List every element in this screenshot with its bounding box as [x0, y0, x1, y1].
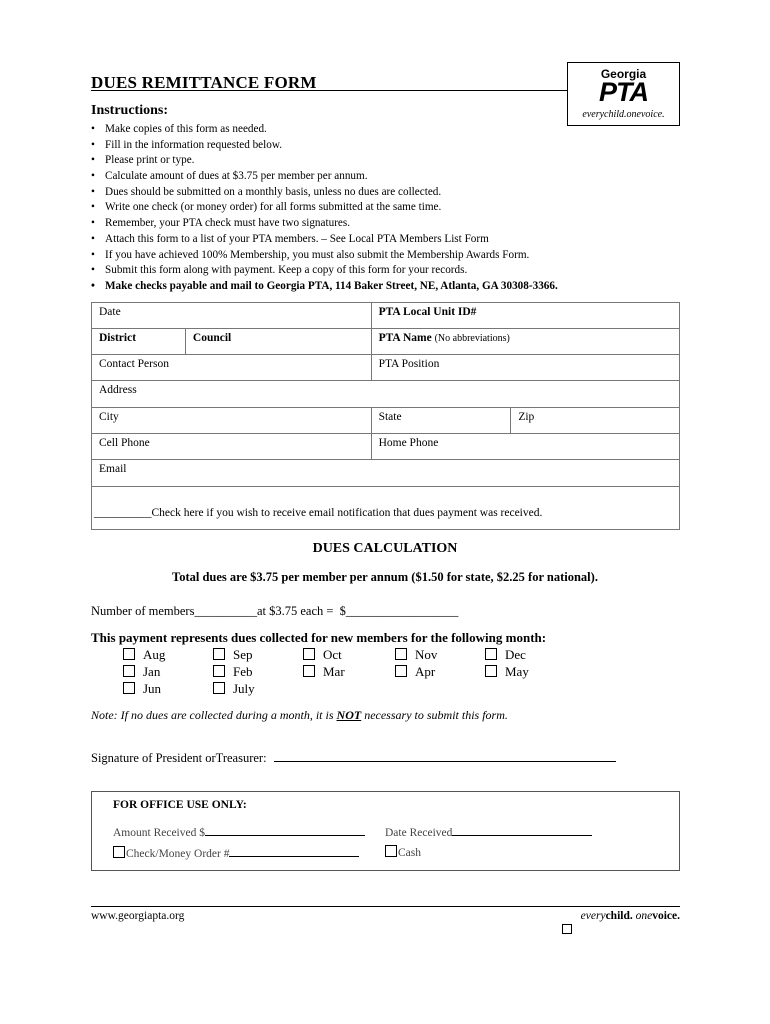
no-dues-note [91, 708, 508, 723]
month-option-dec[interactable] [485, 646, 526, 663]
checkbox[interactable] [123, 665, 135, 677]
contact-person-label: Contact Person [99, 358, 169, 370]
pta-name-note: (No abbreviations) [434, 333, 510, 344]
checkbox[interactable] [213, 665, 225, 677]
dues-calculation-title: DUES CALCULATION [312, 541, 458, 556]
members-count-blank[interactable]: __________ [194, 604, 257, 618]
georgia-pta-logo [567, 62, 680, 126]
footer-url: www.georgiapta.org [91, 910, 185, 922]
month-label: Feb [233, 664, 253, 679]
signature-field[interactable] [274, 750, 616, 762]
members-calculation-line [91, 604, 458, 619]
check-number-field[interactable] [229, 845, 359, 857]
checkbox[interactable] [395, 665, 407, 677]
instruction-item: • Make copies of this form as needed. [91, 122, 691, 138]
cash-label: Cash [398, 847, 421, 859]
zip-label: Zip [518, 411, 535, 423]
month-label: Jan [143, 664, 161, 679]
date-label: Date [99, 306, 121, 318]
month-label: July [233, 681, 255, 696]
footer-box-icon [562, 924, 572, 934]
office-use-title: FOR OFFICE USE ONLY: [113, 799, 247, 811]
check-money-order-row [113, 845, 359, 860]
amount-blank[interactable]: __________________ [345, 604, 459, 618]
instruction-item: • Write one check (or money order) for all forms submitted at the same time. [91, 200, 691, 216]
instruction-item: • Remember, your PTA check must have two signatures. [91, 216, 691, 232]
cash-checkbox[interactable] [385, 845, 397, 857]
month-label: May [505, 664, 529, 679]
month-label: Jun [143, 681, 162, 696]
amount-received-row [113, 824, 365, 839]
month-label: Dec [505, 647, 526, 662]
state-label: State [378, 411, 402, 423]
city-label: City [99, 411, 119, 423]
instruction-item: • If you have achieved 100% Membership, you must also submit the Membership Awards Form. [91, 248, 691, 264]
month-heading: This payment represents dues collected for new members for the following month: [91, 630, 547, 645]
month-option-nov[interactable] [395, 646, 437, 663]
pta-local-unit-field[interactable] [371, 303, 679, 329]
address-field[interactable] [92, 381, 680, 408]
month-option-oct[interactable] [303, 646, 342, 663]
instruction-item: • Fill in the information requested below. [91, 138, 691, 154]
cell-phone-label: Cell Phone [99, 437, 150, 449]
footer-tag-one: one [632, 910, 653, 922]
date-field[interactable] [92, 303, 372, 329]
note-not: NOT [336, 708, 362, 722]
zip-field[interactable] [511, 408, 680, 434]
district-label: District [99, 332, 137, 344]
email-notify-text: Check here if you wish to receive email notification that dues payment was received. [151, 507, 543, 519]
footer-tagline [581, 910, 680, 922]
pta-name-label: PTA Name [378, 332, 432, 344]
contact-person-field[interactable] [92, 355, 372, 381]
footer-tag-every: every [580, 910, 606, 922]
cash-row [385, 845, 421, 859]
amount-received-field[interactable] [205, 824, 365, 836]
month-option-apr[interactable] [395, 663, 435, 680]
home-phone-field[interactable] [371, 434, 679, 460]
amount-received-label: Amount Received $ [113, 827, 205, 839]
footer-tag-child: child. [605, 910, 633, 922]
month-label: Nov [415, 647, 438, 662]
instructions-list [91, 122, 691, 295]
instructions-heading: Instructions: [91, 103, 169, 118]
month-label: Mar [323, 664, 345, 679]
date-received-label: Date Received [385, 827, 453, 839]
dues-total-line: Total dues are $3.75 per member per annum ($1.50 for state, $2.25 for national). [172, 570, 598, 584]
date-received-field[interactable] [452, 824, 592, 836]
state-field[interactable] [371, 408, 511, 434]
instruction-item: • Calculate amount of dues at $3.75 per member per annum. [91, 169, 691, 185]
pta-position-label: PTA Position [378, 358, 440, 370]
month-option-sep[interactable] [213, 646, 253, 663]
email-notify-blank[interactable]: __________ [94, 507, 152, 519]
council-field[interactable] [185, 329, 371, 355]
council-label: Council [192, 332, 232, 344]
checkbox[interactable] [303, 648, 315, 660]
month-label: Oct [323, 647, 342, 662]
rate-label: at $3.75 each = [256, 604, 334, 618]
instruction-item: • Submit this form along with payment. Keep a copy of this form for your records. [91, 263, 691, 279]
email-notify-row[interactable] [92, 487, 680, 530]
pta-name-field[interactable] [371, 329, 679, 355]
cell-phone-field[interactable] [92, 434, 372, 460]
members-label: Number of members [91, 604, 195, 618]
month-option-feb[interactable] [213, 663, 253, 680]
signature-line [91, 750, 616, 766]
checkbox[interactable] [213, 682, 225, 694]
checkbox[interactable] [485, 648, 497, 660]
checkbox[interactable] [213, 648, 225, 660]
month-label: Apr [415, 664, 436, 679]
instruction-item: • Attach this form to a list of your PTA members. – See Local PTA Members List Form [91, 232, 691, 248]
home-phone-label: Home Phone [378, 437, 439, 449]
month-option-july[interactable] [213, 680, 255, 697]
office-use-box [91, 791, 680, 871]
footer-rule [91, 906, 680, 907]
month-label: Aug [143, 647, 166, 662]
logo-pta-text: PTA [599, 77, 648, 107]
email-field[interactable] [92, 460, 680, 487]
checkbox[interactable] [303, 665, 315, 677]
checkbox[interactable] [395, 648, 407, 660]
pta-local-unit-label: PTA Local Unit ID# [378, 306, 477, 318]
date-received-row [385, 824, 592, 839]
checkbox[interactable] [485, 665, 497, 677]
logo-tagline: everychild.onevoice. [582, 109, 665, 120]
month-option-jan[interactable] [123, 663, 160, 680]
signature-label: Signature of President orTreasurer: [91, 751, 267, 765]
month-option-jun[interactable] [123, 680, 161, 697]
pta-position-field[interactable] [371, 355, 679, 381]
note-text-pre: Note: If no dues are collected during a month, it is [91, 708, 337, 722]
email-label: Email [99, 463, 127, 475]
city-field[interactable] [92, 408, 372, 434]
footer-tag-voice: voice. [652, 910, 680, 922]
address-label: Address [99, 384, 137, 396]
checkbox[interactable] [123, 648, 135, 660]
check-money-order-checkbox[interactable] [113, 846, 125, 858]
month-label: Sep [233, 647, 253, 662]
checkbox[interactable] [123, 682, 135, 694]
month-option-mar[interactable] [303, 663, 345, 680]
title-rule [91, 90, 567, 91]
check-money-order-label: Check/Money Order # [126, 848, 230, 860]
pta-info-table [91, 302, 680, 530]
note-text-post: necessary to submit this form. [361, 708, 508, 722]
form-title: DUES REMITTANCE FORM [91, 73, 317, 92]
instruction-item: • Dues should be submitted on a monthly basis, unless no dues are collected. [91, 185, 691, 201]
district-field[interactable] [92, 329, 186, 355]
dollar-sign: $ [339, 604, 346, 618]
instruction-item: • Please print or type. [91, 153, 691, 169]
month-option-may[interactable] [485, 663, 529, 680]
logo-georgia-text: Georgia [600, 67, 647, 81]
instruction-item-mailing: • Make checks payable and mail to Georgia PTA, 114 Baker Street, NE, Atlanta, GA 30308-3366. [91, 279, 691, 295]
month-option-aug[interactable] [123, 646, 165, 663]
